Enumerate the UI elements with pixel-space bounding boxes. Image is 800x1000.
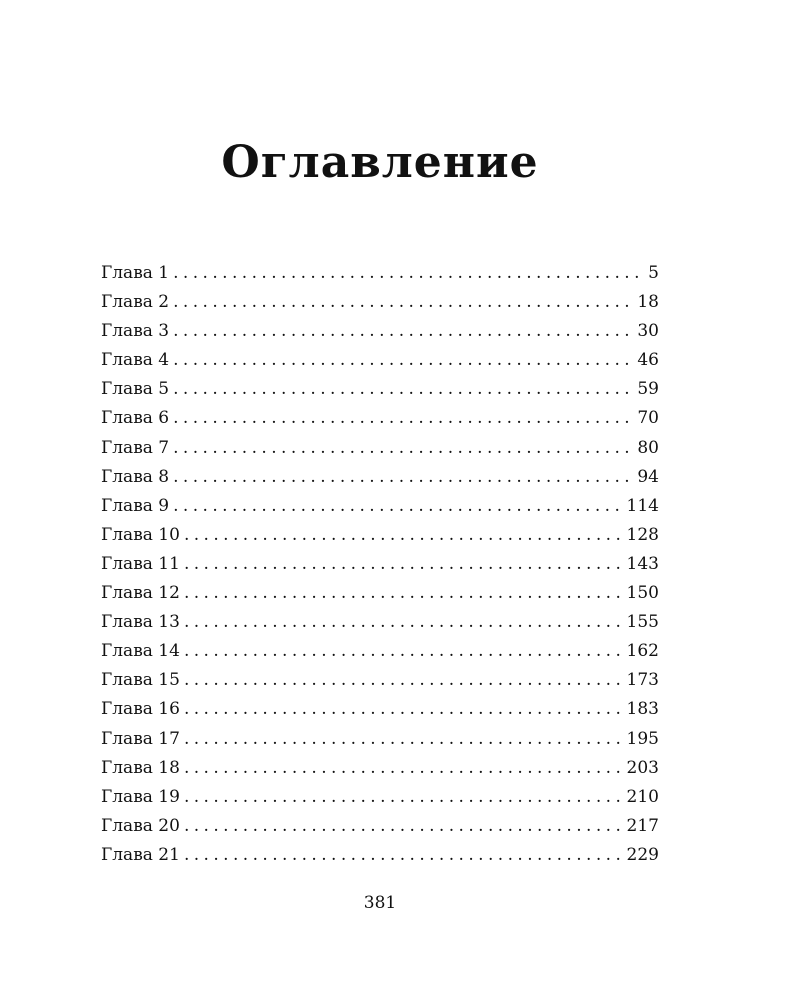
dot-leader <box>173 346 632 375</box>
dot-leader <box>173 463 632 492</box>
dot-leader <box>173 259 643 288</box>
chapter-page-number: 128 <box>626 524 659 545</box>
dot-leader <box>173 288 632 317</box>
chapter-label: Глава 21 <box>101 844 180 865</box>
dot-leader <box>173 434 632 463</box>
chapter-page-number: 183 <box>626 699 659 720</box>
dot-leader <box>173 404 632 433</box>
toc-entry <box>101 783 659 812</box>
chapter-label: Глава 3 <box>101 321 170 342</box>
chapter-page-number: 229 <box>626 844 659 865</box>
chapter-page-number: 114 <box>626 495 659 516</box>
chapter-page-number: 195 <box>626 728 659 749</box>
chapter-page-number: 18 <box>637 292 659 313</box>
chapter-label: Глава 10 <box>101 524 180 545</box>
toc-entry <box>101 375 659 404</box>
toc-entry <box>101 579 659 608</box>
toc-entry <box>101 812 659 841</box>
chapter-page-number: 30 <box>637 321 659 342</box>
toc-entry <box>101 434 659 463</box>
chapter-label: Глава 20 <box>101 815 180 836</box>
toc-entry <box>101 346 659 375</box>
toc-entry <box>101 317 659 346</box>
chapter-page-number: 59 <box>637 379 659 400</box>
toc-entry <box>101 754 659 783</box>
toc-entry <box>101 288 659 317</box>
chapter-page-number: 210 <box>626 786 659 807</box>
dot-leader <box>184 725 622 754</box>
toc-entry <box>101 608 659 637</box>
dot-leader <box>184 783 622 812</box>
dot-leader <box>184 812 622 841</box>
chapter-label: Глава 16 <box>101 699 180 720</box>
dot-leader <box>184 550 622 579</box>
toc-entry <box>101 404 659 433</box>
chapter-label: Глава 1 <box>101 263 170 283</box>
toc-entry <box>101 841 659 870</box>
toc-entry <box>101 666 659 695</box>
dot-leader <box>184 841 622 870</box>
toc-entry <box>101 492 659 521</box>
chapter-page-number: 155 <box>626 612 659 633</box>
chapter-page-number: 203 <box>626 757 659 778</box>
chapter-label: Глава 6 <box>101 408 170 429</box>
toc-entry <box>101 695 659 724</box>
chapter-label: Глава 13 <box>101 612 180 633</box>
chapter-label: Глава 11 <box>101 553 180 574</box>
chapter-label: Глава 7 <box>101 437 170 458</box>
dot-leader <box>173 317 632 346</box>
chapter-label: Глава 9 <box>101 495 170 516</box>
toc-entry <box>101 521 659 550</box>
chapter-page-number: 70 <box>637 408 659 429</box>
dot-leader <box>184 637 622 666</box>
chapter-page-number: 173 <box>626 670 659 691</box>
chapter-label: Глава 4 <box>101 350 170 371</box>
toc-entry <box>101 725 659 754</box>
chapter-page-number: 46 <box>637 350 659 371</box>
chapter-label: Глава 12 <box>101 583 180 604</box>
chapter-label: Глава 14 <box>101 641 180 662</box>
dot-leader <box>173 492 621 521</box>
dot-leader <box>184 754 622 783</box>
chapter-page-number: 162 <box>626 641 659 662</box>
chapter-page-number: 80 <box>637 437 659 458</box>
dot-leader <box>173 375 632 404</box>
toc-entry <box>101 259 659 288</box>
dot-leader <box>184 521 622 550</box>
chapter-label: Глава 17 <box>101 728 180 749</box>
table-of-contents <box>101 259 659 870</box>
page-number: 381 <box>363 893 397 913</box>
chapter-page-number: 217 <box>626 815 659 836</box>
chapter-label: Глава 5 <box>101 379 170 400</box>
toc-entry <box>101 637 659 666</box>
chapter-label: Глава 2 <box>101 292 170 313</box>
chapter-page-number: 94 <box>637 466 659 487</box>
toc-entry <box>101 550 659 579</box>
chapter-page-number: 5 <box>648 263 659 283</box>
chapter-label: Глава 15 <box>101 670 180 691</box>
chapter-page-number: 143 <box>626 553 659 574</box>
chapter-label: Глава 18 <box>101 757 180 778</box>
chapter-label: Глава 8 <box>101 466 170 487</box>
dot-leader <box>184 666 622 695</box>
dot-leader <box>184 695 622 724</box>
dot-leader <box>184 579 622 608</box>
chapter-page-number: 150 <box>626 583 659 604</box>
page-title: Оглавление <box>221 137 539 189</box>
chapter-label: Глава 19 <box>101 786 180 807</box>
toc-entry <box>101 463 659 492</box>
dot-leader <box>184 608 622 637</box>
